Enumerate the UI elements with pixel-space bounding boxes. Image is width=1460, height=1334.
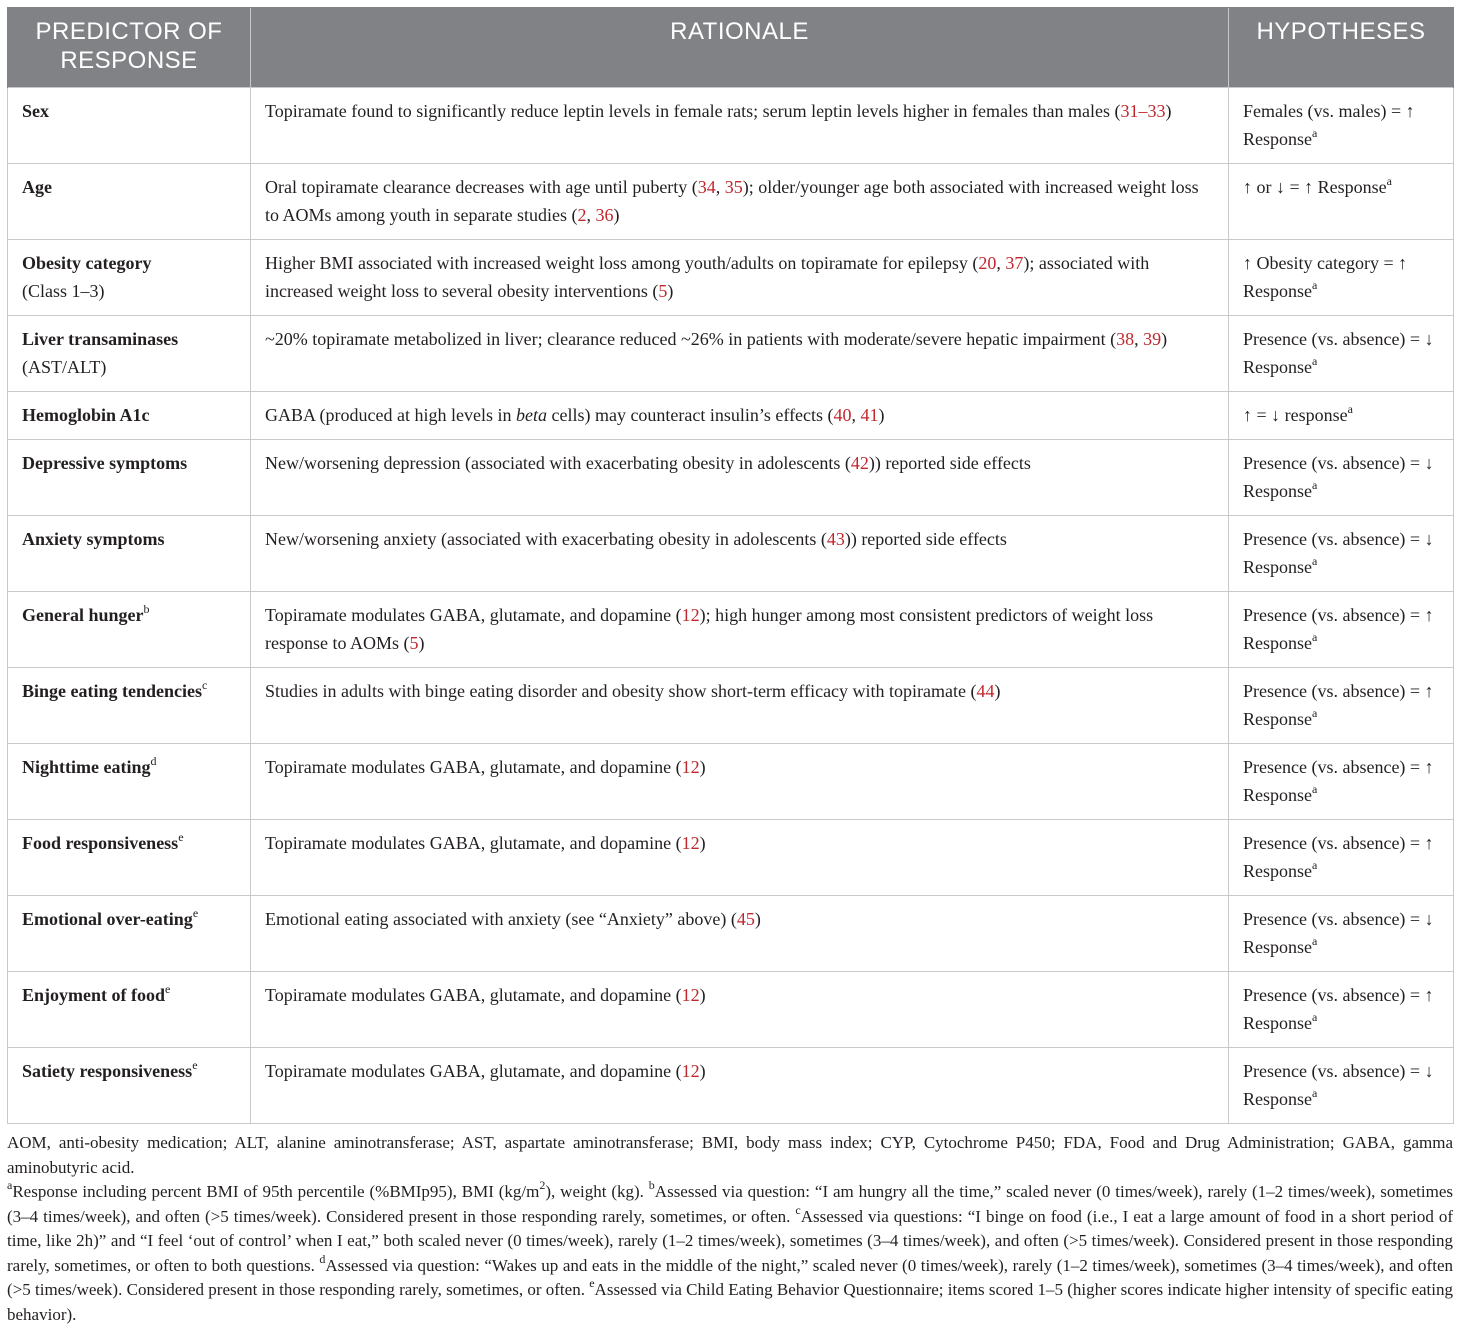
hypothesis-cell	[1229, 668, 1454, 744]
table-row	[8, 440, 1454, 516]
hypothesis-cell	[1229, 88, 1454, 164]
hypothesis-cell	[1229, 164, 1454, 240]
footnote-marker: b	[143, 602, 150, 616]
predictor-cell	[8, 1048, 251, 1124]
predictor-cell	[8, 392, 251, 440]
hypothesis-text: Presence (vs. absence) = ↓ Response	[1243, 329, 1434, 377]
hypothesis-cell	[1229, 392, 1454, 440]
footnote-marker: c	[202, 678, 208, 692]
hypothesis-cell	[1229, 592, 1454, 668]
predictor-name: Anxiety symptoms	[22, 529, 165, 549]
hypothesis-text: Presence (vs. absence) = ↑ Response	[1243, 985, 1434, 1033]
header-rationale: RATIONALE	[251, 8, 1229, 88]
hypothesis-cell	[1229, 1048, 1454, 1124]
hypothesis-text: Presence (vs. absence) = ↓ Response	[1243, 909, 1434, 957]
rationale-cell: GABA (produced at high levels in beta cells) may counteract insulin’s effects (40, 41)	[251, 392, 1229, 440]
hypothesis-cell	[1229, 240, 1454, 316]
predictor-name: General hunger	[22, 605, 144, 625]
footnote-marker: a	[1312, 706, 1318, 720]
predictor-name: Hemoglobin A1c	[22, 405, 150, 425]
reference-link[interactable]: 12	[681, 833, 700, 853]
rationale-cell: Topiramate modulates GABA, glutamate, and dopamine (12)	[251, 820, 1229, 896]
hypothesis-cell	[1229, 440, 1454, 516]
footnote-marker: a	[7, 1178, 13, 1193]
hypothesis-cell	[1229, 516, 1454, 592]
predictor-cell	[8, 896, 251, 972]
footnote-marker: a	[1312, 478, 1318, 492]
rationale-cell: Topiramate modulates GABA, glutamate, and dopamine (12)	[251, 1048, 1229, 1124]
hypothesis-text: Presence (vs. absence) = ↓ Response	[1243, 1061, 1434, 1109]
table-row	[8, 1048, 1454, 1124]
footnote-marker: a	[1312, 934, 1318, 948]
footnote-marker: a	[1312, 782, 1318, 796]
reference-link[interactable]: 34	[697, 177, 716, 197]
predictor-name: Food responsiveness	[22, 833, 179, 853]
predictor-cell	[8, 744, 251, 820]
predictor-cell	[8, 592, 251, 668]
table-row	[8, 744, 1454, 820]
table-row	[8, 316, 1454, 392]
reference-link[interactable]: 43	[826, 529, 845, 549]
footnote-marker: a	[1312, 858, 1318, 872]
footnote-text: ), weight (kg).	[545, 1182, 649, 1201]
footnote-marker: a	[1347, 402, 1353, 416]
hypothesis-text: Presence (vs. absence) = ↑ Response	[1243, 605, 1434, 653]
rationale-cell: Topiramate modulates GABA, glutamate, and dopamine (12); high hunger among most consistent predictors of weight loss response to AOMs (5)	[251, 592, 1229, 668]
reference-link[interactable]: 39	[1143, 329, 1162, 349]
footnote-marker: c	[795, 1202, 801, 1217]
reference-link[interactable]: 37	[1005, 253, 1024, 273]
hypothesis-text: Presence (vs. absence) = ↓ Response	[1243, 529, 1434, 577]
reference-link[interactable]: 45	[736, 909, 755, 929]
reference-link[interactable]: 12	[681, 985, 700, 1005]
reference-link[interactable]: 31–33	[1120, 101, 1166, 121]
predictor-table	[7, 7, 1454, 1124]
footnote-text: Assessed via Child Eating Behavior Questionnaire; items scored 1–5 (higher scores indicate higher intensity of specific eating behavior).	[7, 1280, 1453, 1324]
rationale-cell: Emotional eating associated with anxiety (see “Anxiety” above) (45)	[251, 896, 1229, 972]
hypothesis-cell	[1229, 744, 1454, 820]
footnotes	[7, 1180, 1453, 1327]
rationale-cell: Topiramate modulates GABA, glutamate, and dopamine (12)	[251, 744, 1229, 820]
predictor-cell	[8, 88, 251, 164]
table-row	[8, 240, 1454, 316]
rationale-cell: Studies in adults with binge eating disorder and obesity show short-term efficacy with topiramate (44)	[251, 668, 1229, 744]
reference-link[interactable]: 5	[409, 633, 419, 653]
predictor-name: Sex	[22, 101, 49, 121]
predictor-name: Obesity category	[22, 253, 152, 273]
predictor-name: Enjoyment of food	[22, 985, 165, 1005]
predictor-name: Satiety responsiveness	[22, 1061, 193, 1081]
footnote-marker: e	[178, 830, 184, 844]
footnote-text: Assessed via question: “Wakes up and eats in the middle of the night,” scaled never (0 times/week), rarely (1–2 times/week), sometimes (3–4 times/week), and often (>5 times/week). Considered present in those responding rarely, sometimes, or often.	[7, 1255, 1453, 1299]
italic-text: beta	[515, 405, 547, 425]
reference-link[interactable]: 38	[1116, 329, 1135, 349]
footnote-text: Assessed via question: “I am hungry all the time,” scaled never (0 times/week), rarely (1–2 times/week), sometimes (3–4 times/week), and often (>5 times/week). Considered present in those responding rarely, sometimes, or often.	[7, 1182, 1453, 1226]
predictor-subtitle: (AST/ALT)	[22, 357, 107, 377]
table-header-row	[8, 8, 1454, 88]
footnote-text: Assessed via questions: “I binge on food (i.e., I eat a large amount of food in a short period of time, like 2h)” and “I feel ‘out of control’ when I eat,” both scaled never (0 times/week), rarely (1–2 times/week), sometimes (3–4 times/week), and often (>5 times/week). Considered present in those responding rarely, sometimes, or often to both questions.	[7, 1206, 1453, 1275]
footnote-marker: d	[319, 1251, 326, 1266]
hypothesis-cell	[1229, 972, 1454, 1048]
predictor-subtitle: (Class 1–3)	[22, 281, 105, 301]
predictor-name: Liver transaminases	[22, 329, 179, 349]
predictor-name: Nighttime eating	[22, 757, 151, 777]
footnote-marker: a	[1312, 554, 1318, 568]
footnote-marker: a	[1386, 174, 1392, 188]
hypothesis-text: Females (vs. males) = ↑ Response	[1243, 101, 1415, 149]
footnote-marker: d	[150, 754, 157, 768]
rationale-cell: Topiramate modulates GABA, glutamate, and dopamine (12)	[251, 972, 1229, 1048]
predictor-cell	[8, 316, 251, 392]
reference-link[interactable]: 12	[681, 1061, 700, 1081]
hypothesis-text: ↑ or ↓ = ↑ Response	[1243, 177, 1387, 197]
table-row	[8, 896, 1454, 972]
hypothesis-text: Presence (vs. absence) = ↑ Response	[1243, 681, 1434, 729]
table-row	[8, 88, 1454, 164]
hypothesis-text: ↑ = ↓ response	[1243, 405, 1348, 425]
footnote-marker: b	[648, 1178, 655, 1193]
predictor-name: Depressive symptoms	[22, 453, 188, 473]
reference-link[interactable]: 5	[658, 281, 668, 301]
table-row	[8, 668, 1454, 744]
footnote-marker: e	[192, 1058, 198, 1072]
reference-link[interactable]: 2	[577, 205, 587, 225]
rationale-cell: Higher BMI associated with increased weight loss among youth/adults on topiramate for epilepsy (20, 37); associated with increased weight loss to several obesity interventions (5)	[251, 240, 1229, 316]
reference-link[interactable]: 44	[976, 681, 995, 701]
predictor-name: Binge eating tendencies	[22, 681, 202, 701]
footnote-text: Response including percent BMI of 95th percentile (%BMIp95), BMI (kg/m	[12, 1182, 540, 1201]
predictor-name: Emotional over-eating	[22, 909, 193, 929]
header-hypotheses: HYPOTHESES	[1229, 8, 1454, 88]
footnote-marker: e	[165, 982, 171, 996]
reference-link[interactable]: 35	[724, 177, 743, 197]
predictor-cell	[8, 820, 251, 896]
predictor-cell	[8, 164, 251, 240]
footnote-marker: a	[1312, 1010, 1318, 1024]
footnote-marker: e	[589, 1276, 595, 1291]
rationale-cell: Oral topiramate clearance decreases with age until puberty (34, 35); older/younger age both associated with increased weight loss to AOMs among youth in separate studies (2, 36)	[251, 164, 1229, 240]
predictor-cell	[8, 972, 251, 1048]
reference-link[interactable]: 41	[860, 405, 879, 425]
header-predictor: PREDICTOR OF RESPONSE	[8, 8, 251, 88]
rationale-cell: New/worsening anxiety (associated with exacerbating obesity in adolescents (43)) reported side effects	[251, 516, 1229, 592]
predictor-cell	[8, 516, 251, 592]
hypothesis-cell	[1229, 820, 1454, 896]
predictor-name: Age	[22, 177, 52, 197]
rationale-cell: ~20% topiramate metabolized in liver; clearance reduced ~26% in patients with moderate/severe hepatic impairment (38, 39)	[251, 316, 1229, 392]
reference-link[interactable]: 20	[978, 253, 997, 273]
table-row	[8, 516, 1454, 592]
abbreviations-note: AOM, anti-obesity medication; ALT, alanine aminotransferase; AST, aspartate aminotransferase; BMI, body mass index; CYP, Cytochrome P450; FDA, Food and Drug Administration; GABA, gamma aminobutyric acid.	[7, 1133, 1453, 1177]
table-row	[8, 820, 1454, 896]
footnote-marker: a	[1312, 1086, 1318, 1100]
table-body	[8, 88, 1454, 1124]
hypothesis-text: Presence (vs. absence) = ↑ Response	[1243, 833, 1434, 881]
footnote-marker: a	[1312, 630, 1318, 644]
hypothesis-cell	[1229, 896, 1454, 972]
reference-link[interactable]: 12	[681, 757, 700, 777]
reference-link[interactable]: 40	[833, 405, 852, 425]
hypothesis-text: Presence (vs. absence) = ↑ Response	[1243, 757, 1434, 805]
predictor-cell	[8, 668, 251, 744]
superscript: 2	[539, 1178, 546, 1193]
reference-link[interactable]: 42	[850, 453, 869, 473]
rationale-cell: Topiramate found to significantly reduce leptin levels in female rats; serum leptin levels higher in females than males (31–33)	[251, 88, 1229, 164]
table-row	[8, 592, 1454, 668]
rationale-cell: New/worsening depression (associated with exacerbating obesity in adolescents (42)) reported side effects	[251, 440, 1229, 516]
footnote-marker: e	[192, 906, 199, 920]
footnote-marker: a	[1312, 126, 1318, 140]
hypothesis-cell	[1229, 316, 1454, 392]
reference-link[interactable]: 12	[681, 605, 700, 625]
footnote-marker: a	[1312, 278, 1318, 292]
footnote-marker: a	[1312, 354, 1318, 368]
table-row	[8, 392, 1454, 440]
table-row	[8, 972, 1454, 1048]
table-row	[8, 164, 1454, 240]
reference-link[interactable]: 36	[595, 205, 614, 225]
hypothesis-text: ↑ Obesity category = ↑ Response	[1243, 253, 1408, 301]
predictor-cell	[8, 240, 251, 316]
predictor-cell	[8, 440, 251, 516]
hypothesis-text: Presence (vs. absence) = ↓ Response	[1243, 453, 1434, 501]
